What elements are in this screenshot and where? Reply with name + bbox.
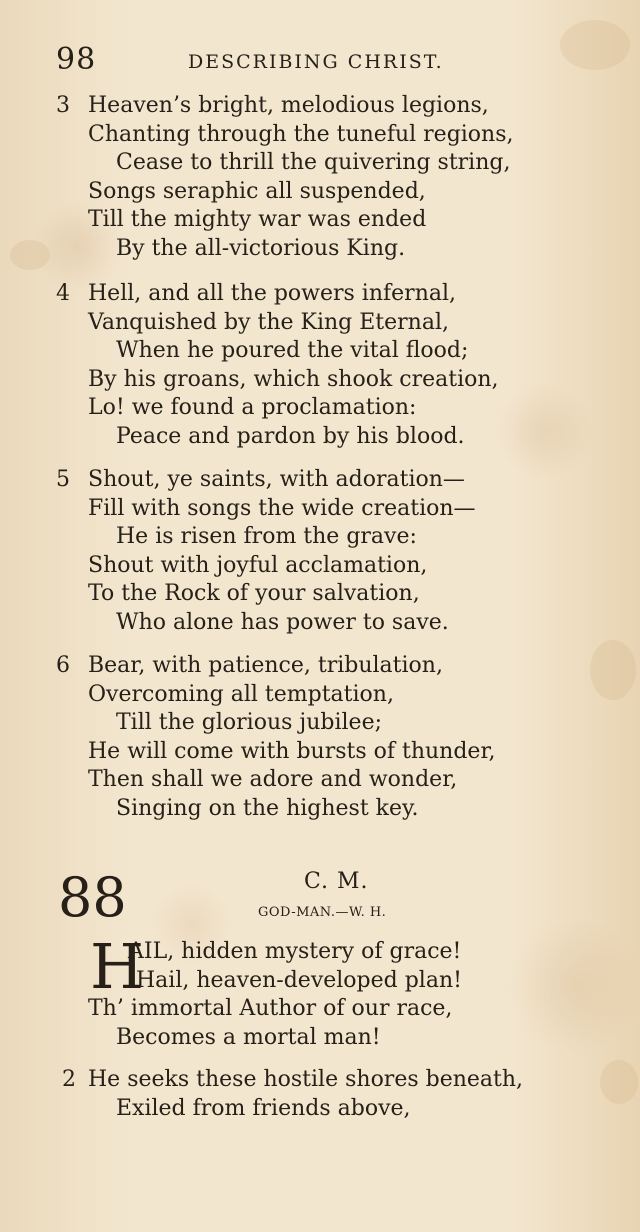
page-number: 98: [56, 42, 97, 77]
verse-line: By his groans, which shook creation,: [88, 366, 499, 392]
running-head: DESCRIBING CHRIST.: [188, 51, 444, 73]
hymn-meter: C. M.: [304, 869, 369, 894]
verse-line: Till the glorious jubilee;: [116, 710, 383, 735]
stanza-5: [56, 466, 616, 637]
verse-line: To the Rock of your salvation,: [88, 581, 420, 606]
verse-line: Heaven’s bright, melodious legions,: [88, 93, 489, 118]
verse-line: Bear, with patience, tribulation,: [88, 653, 443, 678]
verse-line: He will come with bursts of thunder,: [88, 738, 496, 764]
verse-line: Vanquished by the King Eternal,: [88, 309, 449, 335]
hymn-number: 88: [58, 866, 127, 929]
verse-line: He is risen from the grave:: [116, 524, 417, 549]
verse-line: Lo! we found a proclamation:: [88, 395, 417, 420]
verse-line: Then shall we adore and wonder,: [88, 767, 458, 792]
verse-line: Hail, heaven-developed plan!: [136, 967, 462, 993]
verse-line: Till the mighty war was ended: [88, 207, 427, 232]
verse-line: Cease to thrill the quivering string,: [116, 150, 511, 175]
stanza-number: 5: [56, 467, 70, 492]
stanza-number: 4: [56, 281, 70, 306]
verse-line: Shout, ye saints, with adoration—: [88, 467, 465, 492]
verse-line: When he poured the vital flood;: [116, 338, 469, 363]
stanza-number: 3: [56, 93, 70, 118]
paper-stain: [560, 20, 630, 70]
verse-line: Shout with joyful acclamation,: [88, 552, 428, 578]
paper-stain: [10, 240, 50, 270]
stanza-number: 6: [56, 653, 70, 678]
verse-line: By the all-victorious King.: [116, 235, 406, 261]
hymn-88-stanza-1: [56, 930, 616, 1052]
verse-line: Who alone has power to save.: [116, 609, 449, 635]
stanza-number: 2: [62, 1067, 76, 1092]
hymn-88-stanza-2: [56, 1066, 616, 1123]
verse-line: He seeks these hostile shores beneath,: [88, 1067, 524, 1092]
verse-line: Hell, and all the powers infernal,: [88, 281, 457, 306]
verse-line: Overcoming all temptation,: [88, 681, 394, 707]
verse-line: Fill with songs the wide creation—: [88, 495, 476, 521]
page-header: [56, 42, 476, 78]
stanza-6: [56, 652, 616, 823]
verse-line: Chanting through the tuneful regions,: [88, 121, 514, 147]
verse-line: AIL, hidden mystery of grace!: [128, 939, 462, 964]
verse-line: Th’ immortal Author of our race,: [88, 996, 453, 1021]
stanza-4: [56, 280, 616, 451]
drop-cap: H: [90, 930, 145, 1003]
hymn-heading: [58, 866, 478, 936]
verse-line: Becomes a mortal man!: [116, 1024, 381, 1050]
verse-line: Exiled from friends above,: [116, 1095, 411, 1121]
hymn-subtitle: GOD-MAN.—W. H.: [258, 905, 387, 920]
stanza-3: [56, 92, 616, 263]
verse-line: Peace and pardon by his blood.: [116, 423, 465, 449]
verse-line: Songs seraphic all suspended,: [88, 178, 426, 204]
verse-line: Singing on the highest key.: [116, 795, 419, 821]
